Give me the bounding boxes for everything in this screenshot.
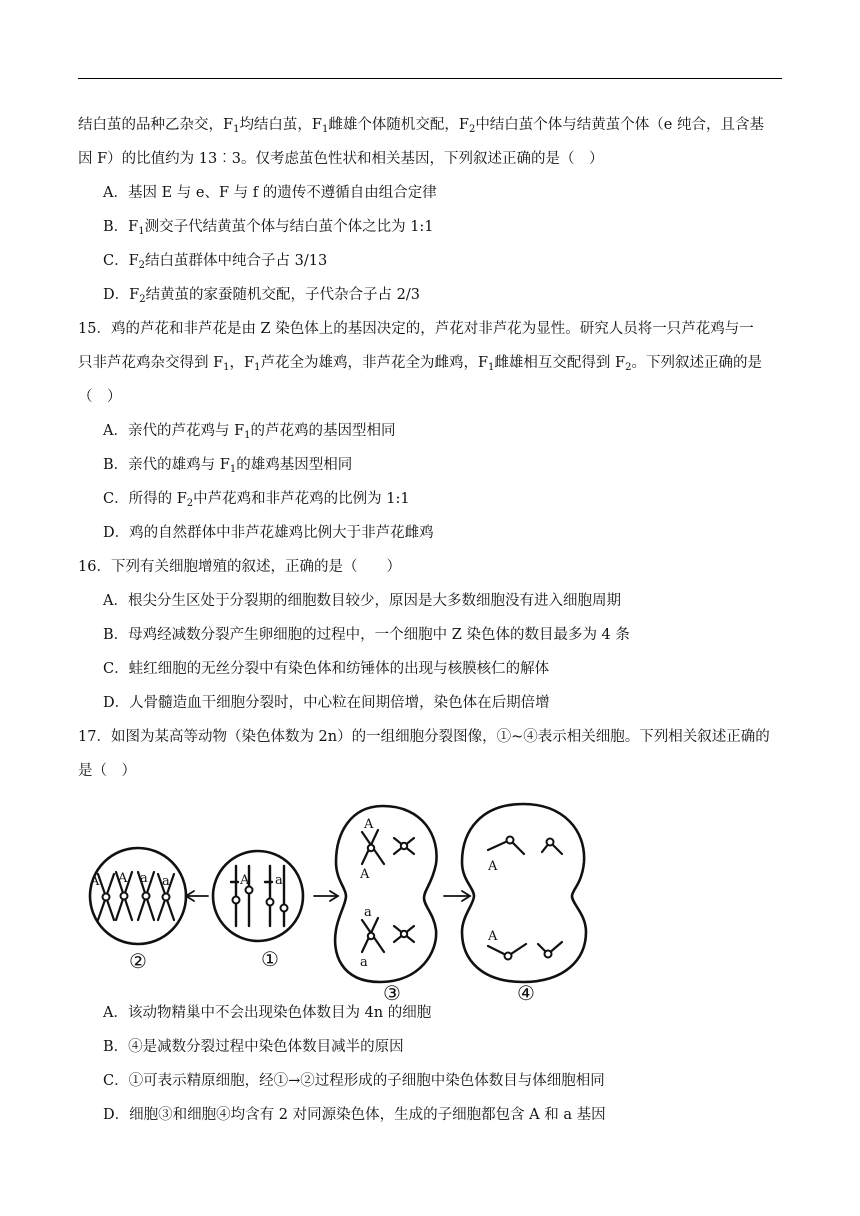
cell-4-label: ④ (517, 981, 535, 1005)
cell-4-chromosomes (488, 840, 562, 956)
q16-option-b: B．母鸡经减数分裂产生卵细胞的过程中，一个细胞中 Z 染色体的数目最多为 4 条 (103, 627, 630, 643)
cell-4-gene-A-top: A (488, 859, 498, 874)
cell-3-membrane (335, 806, 436, 982)
cell-2-label: ② (129, 949, 147, 973)
q16-option-a: A．根尖分生区处于分裂期的细胞数目较少，原因是大多数细胞没有进入细胞周期 (103, 593, 621, 609)
cell-1-membrane (213, 851, 303, 941)
cell-3-gene-A-top: A (364, 817, 374, 832)
q15-line-3: （ ） (78, 389, 122, 405)
cell-3-gene-a-bottom: a (360, 955, 368, 970)
cell-1-gene-a: a (275, 873, 283, 888)
q15-option-d: D．鸡的自然群体中非芦花雄鸡比例大于非芦花雌鸡 (103, 525, 434, 541)
q15-option-a: A．亲代的芦花鸡与 $F_1$的芦花鸡的基因型相同 (103, 423, 396, 441)
q17-option-b: B．④是减数分裂过程中染色体数目减半的原因 (103, 1039, 404, 1055)
q17-line-2: 是（ ） (78, 763, 136, 779)
cell-4-gene-A-bottom: A (488, 929, 498, 944)
q14-line-1: 结白茧的品种乙杂交，$F_1$均结白茧，$F_1$雌雄个体随机交配，$F_2$中结白茧个体与结黄茧个体（e 纯合，且含基 (78, 117, 765, 135)
cell-3-gene-a-top: a (364, 905, 372, 920)
exam-page (78, 108, 782, 1132)
cell-4-membrane (462, 804, 586, 982)
q14-option-d: D．$F_2$结黄茧的家蚕随机交配，子代杂合子占 2/3 (103, 287, 421, 305)
cell-1-gene-A: A (240, 873, 250, 888)
q16-option-d: D．人骨髓造血干细胞分裂时，中心粒在间期倍增，染色体在后期倍增 (103, 695, 550, 711)
q15-line-1: 15．鸡的芦花和非芦花是由 Z 染色体上的基因决定的，芦花对非芦花为显性。研究人员将一只芦花鸡与一 (78, 321, 754, 337)
q14-line-2: 因 F）的比值约为 13︰3。仅考虑茧色性状和相关基因，下列叙述正确的是（ ） (78, 151, 604, 167)
q16-option-c: C．蛙红细胞的无丝分裂中有染色体和纺锤体的出现与核膜核仁的解体 (103, 661, 550, 677)
q17-option-a: A．该动物精巢中不会出现染色体数目为 4n 的细胞 (103, 1005, 432, 1021)
header-rule (78, 78, 782, 79)
q15-line-2: 只非芦花鸡杂交得到 $F_1$，$F_1$芦花全为雄鸡，非芦花全为雌鸡，$F_1$雌雄相互交配得到 $F_2$。下列叙述正确的是 (78, 355, 762, 373)
cell-2-gene-A-left: A (90, 874, 100, 889)
q16-line-1: 16．下列有关细胞增殖的叙述，正确的是（ ） (78, 559, 401, 575)
q14-option-a: A．基因 E 与 e、F 与 f 的遗传不遵循自由组合定律 (103, 185, 437, 201)
q14-option-b: B．$F_1$测交子代结黄茧个体与结白茧个体之比为 1:1 (103, 219, 434, 237)
cell-division-diagram (78, 792, 782, 1005)
cell-division-figure (78, 792, 782, 1005)
q14-option-c: C．$F_2$结白茧群体中纯合子占 3/13 (103, 253, 328, 271)
q15-option-c: C．所得的 $F_2$中芦花鸡和非芦花鸡的比例为 1:1 (103, 491, 410, 509)
cell-3-gene-A-bottom: A (360, 867, 370, 882)
cell-2-gene-a-right: a (162, 874, 170, 889)
q17-option-c: C．①可表示精原细胞，经①→②过程形成的子细胞中染色体数目与体细胞相同 (103, 1073, 605, 1089)
cell-1-label: ① (261, 947, 279, 971)
cell-2-gene-a-left: a (140, 871, 148, 886)
q15-option-b: B．亲代的雄鸡与 $F_1$的雄鸡基因型相同 (103, 457, 353, 475)
q17-line-1: 17．如图为某高等动物（染色体数为 2n）的一组细胞分裂图像，①~④表示相关细胞。下列相关叙述正确的 (78, 729, 770, 745)
cell-2-gene-A-right: A (118, 871, 128, 886)
q17-option-d: D．细胞③和细胞④均含有 2 对同源染色体，生成的子细胞都包含 A 和 a 基因 (103, 1107, 606, 1123)
cell-3-label: ③ (383, 981, 401, 1005)
